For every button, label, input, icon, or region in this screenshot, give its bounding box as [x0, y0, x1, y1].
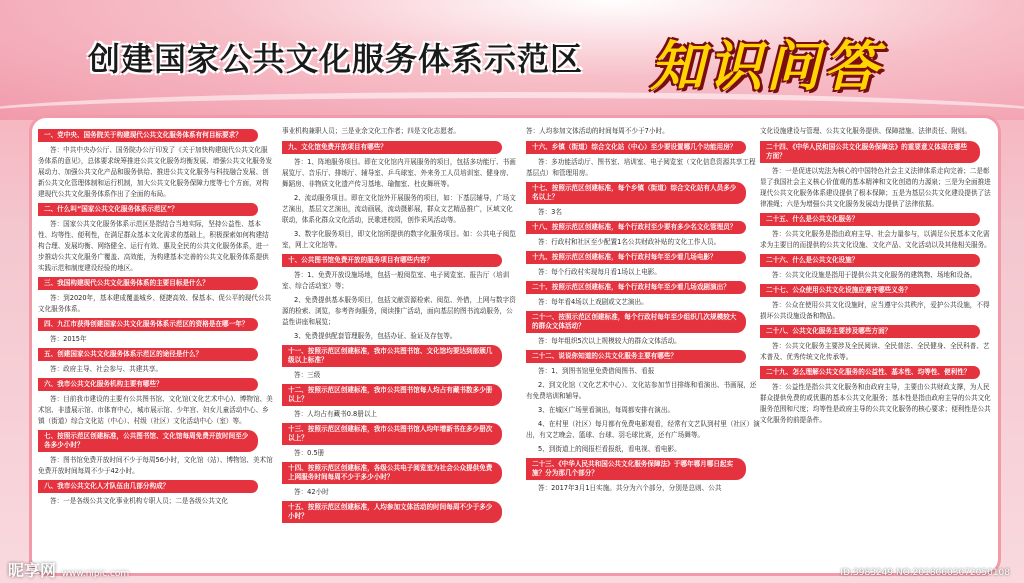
question-heading: 二十七、公众使用公共文化设施应遵守哪些义务？ — [760, 284, 980, 297]
answer-text: 答：每年看4场以上戏剧或文艺演出。 — [538, 298, 648, 306]
continued-text: 答：人均参加文体活动的时间每周不少于7小时。 — [526, 127, 669, 135]
column-1 — [38, 126, 274, 573]
question-heading: 一、党中央、国务院关于构建现代公共文化服务体系有何目标要求？ — [38, 129, 258, 142]
question-heading: 十、公共图书馆免费开放的服务项目有哪些内容？ — [282, 254, 502, 267]
answer-text: 2、免费提供基本服务项目，包括文献资源检索、阅览、外借，上网与数字资源的检索、浏览，参考咨询服务，阅读推广活动，面向基层的图书流动服务，公益性讲座和展览； — [282, 296, 516, 326]
question-heading: 十五、按照示范区创建标准，人均参加文体活动的时间每周不少于多少小时？ — [282, 501, 502, 523]
answer-text: 答：公众在使用公共文化设施时，应当遵守公共秩序，爱护公共设施，不得损坏公共设施设备和物品。 — [760, 301, 990, 320]
answer-text: 3、数字化服务项目，即文化馆所提供的数字化服务项目。如：公共电子阅览室，网上文化馆等。 — [282, 230, 516, 249]
question-heading: 二十五、什么是公共文化服务？ — [760, 213, 980, 226]
answer-text: 答：目前我市建设的主要有公共图书馆、文化馆(文化艺术中心)、博物馆、美术馆、非遗展示馆、市体育中心，城市展示馆、少年宫、妇女儿童活动中心、乡镇（街道）综合文化站（中心）、村级（社区）文化活动中心（室）等。 — [38, 395, 273, 425]
watermark-logo-text: 昵享网 — [8, 561, 57, 580]
answer-text: 答：公共文化服务主要涉及全民阅读、全民普法、全民健身、全民科普、艺术普及、优秀传统文化传承等。 — [760, 342, 990, 361]
question-heading: 二十一、按照示范区创建标准，每个行政村每年至少组织几次规模较大的群众文体活动？ — [526, 311, 746, 333]
question-heading: 二十四、《中华人民和国公共文化服务保障法》的重要意义体现在哪些方面？ — [760, 141, 980, 163]
question-heading: 五、创建国家公共文化服务体系示范区的途径是什么？ — [38, 348, 258, 361]
answer-text: 答：1、到图书馆里免费借阅图书、看报 — [538, 367, 655, 375]
question-heading: 二十、按照示范区创建标准，每个行政村每年至少看几场戏剧演出？ — [526, 281, 746, 294]
answer-text: 答：1、阵地服务项目。即在文化馆内开展服务的项目，包括多功能厅、书画展览厅、音乐厅、排练厅、辅导室、乒乓球室、外来务工人员培训室、健身房、舞蹈房、非物质文化遗产传习基地、瑜伽室、杜皮舞班等。 — [282, 158, 516, 188]
answer-text: 5、到街道上的阅报栏看报纸，看电视、看电影。 — [538, 445, 681, 453]
question-heading: 二十八、公共文化服务主要涉及哪些方面？ — [760, 325, 980, 338]
answer-text: 答：42小时 — [294, 488, 329, 496]
question-heading: 十六、乡镇（街道）综合文化站（中心）至少要设置哪几个功能用房？ — [526, 141, 746, 154]
answer-text: 答：政府主导、社会参与、共建共享。 — [50, 365, 163, 373]
answer-text: 答：公益性是指公共文化服务和由政府主导，主要由公共财政支撑，为人民群众提供免费的或优惠的基本公共文化服务；基本性是指由政府主导的公共文化服务范围和尺度；均等性是政府主导的公共文化服务的核心要求；便利性是公共文化服务的前提条件。 — [760, 383, 991, 424]
question-heading: 三、我国构建现代公共文化服务体系的主要目标是什么？ — [38, 277, 258, 290]
question-heading: 二十九、怎么理解公共文化服务的公益性、基本性、均等性、便利性？ — [760, 366, 980, 379]
answer-text: 3、免费提供配套管理服务，包括办证、验证及存包等。 — [294, 332, 457, 340]
answer-text: 答：一是促进以宪法为核心的中国特色社会主义法律体系走向完善；二是彰显了我国社会主义核心价值观的基本精神和文化创造的力源泉；三是为全面推进现代公共文化服务体系建设提供了根本保障；五是为基层公共文化建设提供了法律准绳；六是为增强公共文化服务发展动力提供了法律依据。 — [760, 167, 991, 208]
answer-text: 答：公共文化服务是指由政府主导、社会力量参与，以满足公民基本文化需求为主要目的而提供的公共文化设施、文化产品、文化活动以及其他相关服务。 — [760, 230, 991, 249]
watermark-logo — [8, 558, 129, 581]
answer-text: 4、在村里（社区）每月都有免费电影观看，经常有文艺队到村里（社区）演出，有文艺晚会、篮球、台球、羽毛球比赛，还有广场舞等。 — [526, 420, 760, 439]
answer-text: 答：到2020年，基本建成覆盖城乡、便捷高效、保基本、促公平的现代公共文化服务体系。 — [38, 294, 272, 313]
qa-panel — [32, 118, 998, 573]
watermark-logo-url: www.nipic.com — [61, 569, 130, 579]
answer-text: 答：1、免费开放设施场地，包括一般阅览室、电子阅览室、报告厅（培训室、综合活动室）等； — [282, 271, 510, 290]
answer-text: 答：中共中央办公厅、国务院办公厅印发了《关于加快构建现代公共文化服务体系的意见》，总体要求统筹推进公共文化服务均衡发展、增强公共文化服务发展动力、加强公共文化产品和服务供给、推进公共文化服务与科技融合发展、创新公共文化管理体制和运行机制，加大公共文化服务保障力度等七个方面，对构建现代公共文化服务体系作出了全面的布局。 — [38, 146, 273, 198]
continued-text: 事业机构兼职人员；三是业余文化工作者；四是文化志愿者。 — [282, 127, 461, 135]
answer-text: 答：图书馆免费开放时间不少于每周56小时，文化馆（站）、博物馆、美术馆免费开放时间每周不少于42小时。 — [38, 456, 273, 475]
answer-text: 答：2017年3月1日实施。共分为六个部分，分别是总则、公共 — [538, 484, 722, 492]
answer-text: 2、流动服务项目。即在文化馆外开展服务的项目，如：下基层辅导，广场文艺演出，基层文艺演出，流动画展，流动摄影展，群众文艺精品推广，区域文化联动，体系化群众文化活动，民歌进校园，创作采风活动等。 — [282, 194, 516, 224]
answer-text: 答：一是各级公共文化事业机构专职人员；二是各级公共文化 — [50, 497, 229, 505]
answer-text: 答：0.5册 — [294, 449, 325, 457]
question-heading: 六、我市公共文化服务机构主要有哪些？ — [38, 378, 258, 391]
answer-text: 答：三级 — [294, 371, 321, 379]
question-heading: 四、九江市获得创建国家公共文化服务体系示范区的资格是在哪一年？ — [38, 318, 258, 331]
answer-text: 2、到文化馆（文化艺术中心）、文化站参加节目排练和看演出、书画展，还有免费培训和辅导。 — [526, 381, 757, 400]
question-heading: 二十六、什么是公共文化设施？ — [760, 254, 980, 267]
question-heading: 八、我市公共文化人才队伍由几部分构成？ — [38, 480, 258, 493]
continued-text: 文化设施建设与管理、公共文化服务提供、保障措施、法律责任、附则。 — [760, 127, 971, 135]
question-heading: 二十三、《中华人民共和国公共文化服务保障法》于哪年哪月哪日起实施？分为那几个部分？ — [526, 458, 746, 480]
question-heading: 十二、按照示范区创建标准，我市公共图书馆每人均占有藏书数多少册以上？ — [282, 384, 502, 406]
answer-text: 答：每个行政村实现每月看1场以上电影。 — [538, 268, 661, 276]
question-heading: 二、什么叫“国家公共文化服务体系示范区”？ — [38, 203, 258, 216]
column-2 — [282, 126, 518, 573]
answer-text: 3、在城区广场里看演出，每周都安排有演出。 — [538, 406, 675, 414]
column-3 — [526, 126, 762, 573]
column-4 — [760, 126, 996, 573]
question-heading: 二十二、说说你知道的公共文化服务主要有哪些？ — [526, 350, 746, 363]
answer-text: 答：2015年 — [50, 335, 87, 343]
answer-text: 答：人均占有藏书0.8册以上 — [294, 410, 378, 418]
answer-text: 答：公共文化设施是指用于提供公共文化服务的建筑物、场地和设备。 — [772, 271, 977, 279]
answer-text: 答：多功能活动厅、图书室、培训室、电子阅览室（文化信息资源共享工程基层点）和管理用房。 — [526, 158, 756, 177]
question-heading: 十三、按照示范区创建标准，我市公共图书馆人均年增新书在多少册次以上？ — [282, 423, 502, 445]
answer-text: 答：国家公共文化服务体系示范区是指结合当地实际，坚持公益性、基本性、均等性、便利性，在满足群众基本文化需求的基础上，积极探索如何构建结构合理、发展均衡、网络健全、运行有效、惠及全民的公共文化服务体系，进一步推动公共文化服务广覆盖、高效能，为构建基本完善的公共文化服务体系提供实践示范和制度建设经验的地区。 — [38, 220, 269, 272]
page-title: 创建国家公共文化服务体系示范区 — [88, 40, 584, 78]
calligraphy-title: 知识问答 — [650, 34, 882, 98]
question-heading: 十九、按照示范区创建标准，每个行政村每年至少看几场电影？ — [526, 251, 746, 264]
question-heading: 七、按照示范区创建标准，公共图书馆、文化馆每周免费开放时间至少各多少小时？ — [38, 430, 258, 452]
question-heading: 十八、按照示范区创建标准，每个行政村至少要有多少名文化管理员？ — [526, 221, 746, 234]
answer-text: 答：3名 — [538, 208, 562, 216]
question-heading: 十四、按照示范区创建标准，各级公共电子阅览室为社会公众提供免费上网服务时间每周不少于多少小时？ — [282, 462, 502, 484]
answer-text: 答：行政村和社区至少配置1名公共财政补贴的文化工作人员。 — [538, 238, 721, 246]
watermark-id: ID:3983249 NO:20180603072050108 — [840, 568, 1010, 578]
question-heading: 十七、按照示范区创建标准，每个乡镇（街道）综合文化站有人员多少名以上？ — [526, 182, 746, 204]
question-heading: 十一、按照示范区创建标准，我市公共图书馆、文化馆均要达到部颁几级以上标准？ — [282, 345, 502, 367]
watermark-bar — [0, 561, 1024, 583]
question-heading: 九、文化馆免费开放项目有哪些？ — [282, 141, 502, 154]
answer-text: 答：每年组织5次以上规模较大的群众文体活动。 — [538, 337, 681, 345]
